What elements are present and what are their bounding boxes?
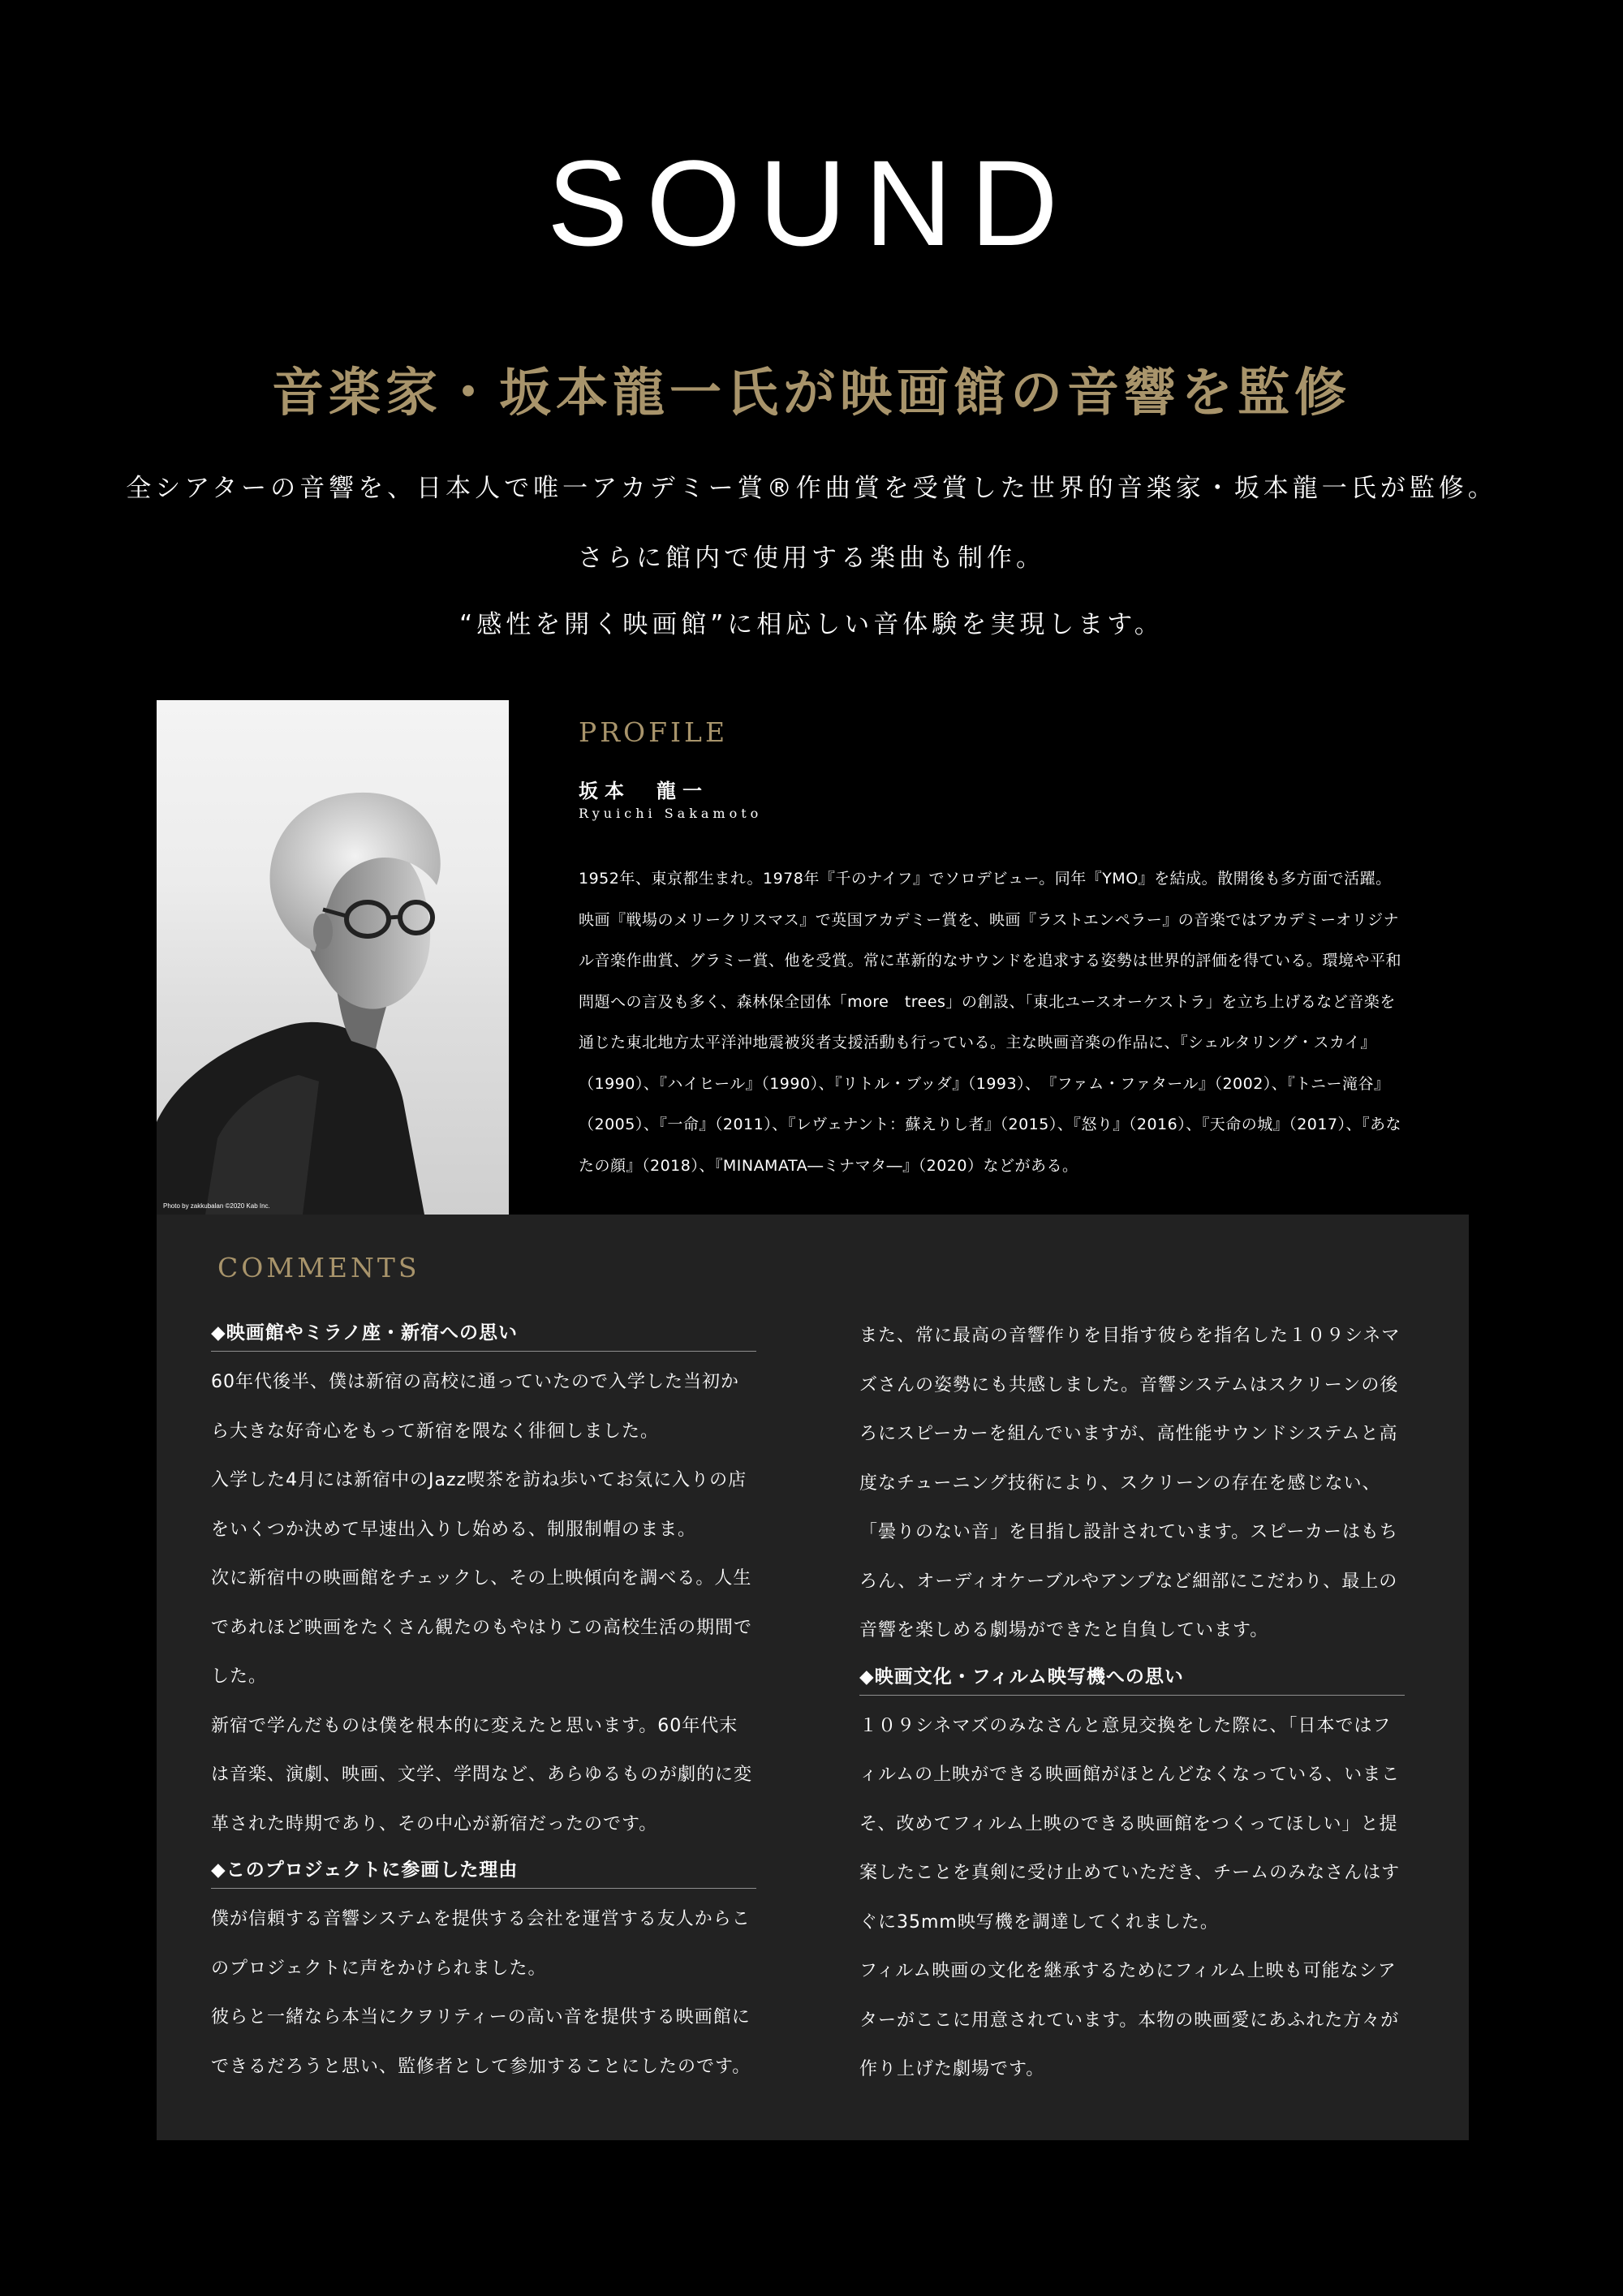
comment-paragraph: 入学した4月には新宿中のJazz喫茶を訪ね歩いてお気に入りの店をいくつか決めて早速出入りし始める、制服制帽のまま。: [211, 1470, 747, 1540]
comments-left-column: [211, 1312, 756, 2092]
comment-paragraph: １０９シネマズのみなさんと意見交換をした際に、「日本ではフィルムの上映ができる映画館がほとんどなくなっている、いまこそ、改めてフィルム上映のできる映画館をつくってほしい」と提案したことを真剣に受け止めていただき、チームのみなさんはすぐに35mm映写機を調達してくれました。: [859, 1715, 1401, 1933]
comment-paragraph: また、常に最高の音響作りを目指す彼らを指名した１０９シネマズさんの姿勢にも共感しました。音響システムはスクリーンの後ろにスピーカーを組んでいますが、高性能サウンドシステムと高度なチューニング技術により、スクリーンの存在を感じない、「曇りのない音」を目指し設計されています。スピーカーはもちろん、オーディオケーブルやアンプなど細部にこだわり、最上の音響を楽しめる劇場ができたと自負しています。: [859, 1326, 1401, 1640]
comment-paragraph: 彼らと一緒なら本当にクヲリティーの高い音を提供する映画館にできるだろうと思い、監修者として参加することにしたのです。: [211, 2007, 751, 2077]
profile-name: 坂本 龍一: [579, 779, 708, 802]
photo-credit: Photo by zakkubalan ©2020 Kab Inc.: [163, 1202, 270, 1210]
profile-heading: PROFILE: [579, 716, 729, 748]
section-heading-project: ◆このプロジェクトに参画した理由: [211, 1849, 756, 1889]
intro-line-1: 全シアターの音響を、日本人で唯一アカデミー賞®作曲賞を受賞した世界的音楽家・坂本龍一氏が監修。: [126, 474, 1497, 503]
comment-paragraph: 60年代後半、僕は新宿の高校に通っていたので入学した当初から大きな好奇心をもって新宿を隈なく徘徊しました。: [211, 1372, 739, 1442]
page-title: SOUND: [547, 135, 1076, 271]
headline: 音楽家・坂本龍一氏が映画館の音響を監修: [272, 363, 1351, 424]
profile-bio: 1952年、東京都生まれ。1978年『千のナイフ』でソロデビュー。同年『YMO』を結成。散開後も多方面で活躍。映画『戦場のメリークリスマス』で英国アカデミー賞を、映画『ラストエンペラー』の音楽ではアカデミーオリジナル音楽作曲賞、グラミー賞、他を受賞。常に革新的なサウンドを追求する姿勢は世界的評価を得ている。環境や平和問題への言及も多く、森林保全団体「more trees」の創設、「東北ユースオーケストラ」を立ち上げるなど音楽を通じた東北地方太平洋沖地震被災者支援活動も行っている。主な映画音楽の作品に、『シェルタリング・スカイ』（1990）、『ハイヒール』（1990）、『リトル・ブッダ』（1993）、 『ファム・ファタール』（2002）、『トニー滝谷』（2005）、『一命』（2011）、『レヴェナント：蘇えりし者』（2015）、『怒り』（2016）、『天命の城』（2017）、『あなたの顔』（2018）、『MINAMATA―ミナマタ―』（2020）などがある。: [579, 870, 1402, 1175]
comment-paragraph: 僕が信頼する音響システムを提供する会社を運営する友人からこのプロジェクトに声をかけられました。: [211, 1909, 751, 1979]
section-heading-theater: ◆映画館やミラノ座・新宿への思い: [211, 1312, 756, 1352]
comments-heading: COMMENTS: [217, 1252, 420, 1283]
comment-paragraph: 新宿で学んだものは僕を根本的に変えたと思います。60年代末は音楽、演劇、映画、文学、学問など、あらゆるものが劇的に変革された時期であり、その中心が新宿だったのです。: [211, 1715, 753, 1834]
profile-name-en: Ryuichi Sakamoto: [579, 806, 763, 821]
comments-right-column: [859, 1312, 1405, 2095]
portrait-illustration: [157, 700, 509, 1215]
intro-line-3: “感性を開く映画館”に相応しい音体験を実現します。: [459, 610, 1164, 639]
section-heading-film: ◆映画文化・フィルム映写機への思い: [859, 1656, 1405, 1696]
intro-line-2: さらに館内で使用する楽曲も制作。: [578, 544, 1045, 573]
comment-paragraph: フィルム映画の文化を継承するためにフィルム上映も可能なシアターがここに用意されています。本物の映画愛にあふれた方々が作り上げた劇場です。: [859, 1961, 1400, 2079]
portrait-photo: [157, 700, 509, 1215]
comment-paragraph: 次に新宿中の映画館をチェックし、その上映傾向を調べる。人生であれほど映画をたくさん観たのもやはりこの高校生活の期間でした。: [211, 1568, 753, 1687]
comments-panel: [157, 1215, 1469, 2140]
